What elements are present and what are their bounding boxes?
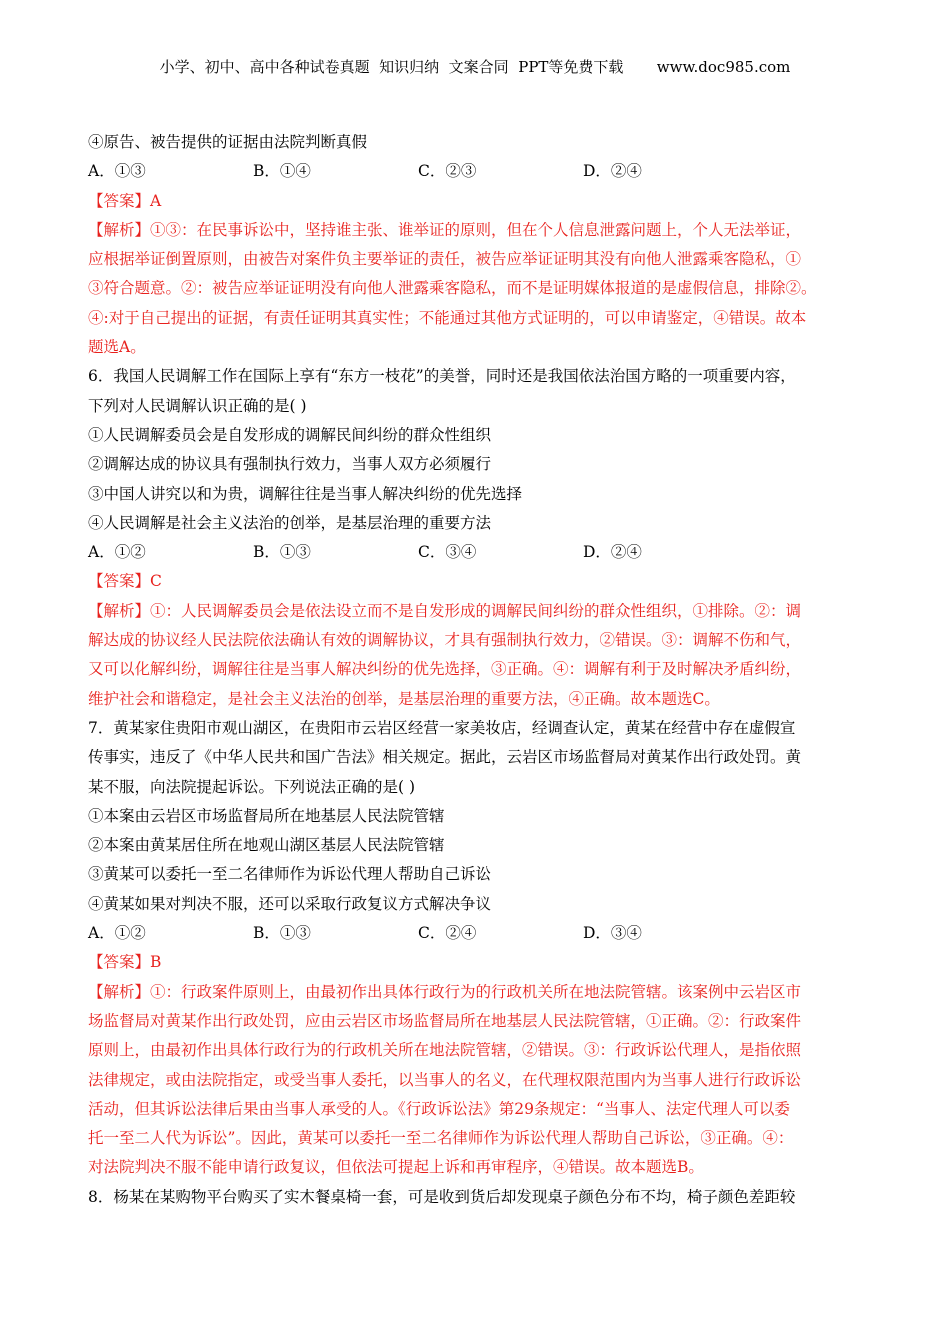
q7-item-1: ①本案由云岩区市场监督局所在地基层人民法院管辖 <box>88 806 445 825</box>
document-body <box>88 128 872 1212</box>
q5-option-a: A．①③ <box>88 162 146 181</box>
q7-analysis-line: 活动，但其诉讼法律后果由当事人承受的人。《行政诉讼法》第29条规定：“当事人、法定代理人可以委 <box>88 1099 790 1118</box>
q6-answer: 【答案】C <box>88 572 162 591</box>
q7-option-b: B．①③ <box>253 924 311 943</box>
q6-stem-line: 下列对人民调解认识正确的是( ) <box>88 396 307 415</box>
q6-analysis-line: 又可以化解纠纷，调解往往是当事人解决纠纷的优先选择，③正确。④：调解有利于及时解决矛盾纠纷， <box>88 660 802 679</box>
q6-options <box>88 538 872 567</box>
q7-analysis-line: 场监督局对黄某作出行政处罚，应由云岩区市场监督局所在地基层人民法院管辖，①正确。②：行政案件 <box>88 1011 802 1030</box>
q5-analysis-line: 题选A。 <box>88 338 146 357</box>
q5-analysis-line: 【解析】①③：在民事诉讼中，坚持谁主张、谁举证的原则，但在个人信息泄露问题上，个人无法举证， <box>88 220 802 239</box>
q6-option-b: B．①③ <box>253 543 311 562</box>
q6-stem-line: 6．我国人民调解工作在国际上享有“东方一枝花”的美誉，同时还是我国依法治国方略的一项重要内容， <box>88 367 796 386</box>
q7-analysis-line: 原则上，由最初作出具体行政行为的行政机关所在地法院管辖，②错误。③：行政诉讼代理人，是指依照 <box>88 1041 802 1060</box>
q7-option-c: C．②④ <box>418 924 477 943</box>
q7-option-a: A．①② <box>88 924 146 943</box>
q7-item-2: ②本案由黄某居住所在地观山湖区基层人民法院管辖 <box>88 836 445 855</box>
q6-option-c: C．③④ <box>418 543 477 562</box>
q6-analysis-line: 【解析】①：人民调解委员会是依法设立而不是自发形成的调解民间纠纷的群众性组织，①排除。②：调 <box>88 601 802 620</box>
q7-analysis-line: 托一至二人代为诉讼”。因此，黄某可以委托一至二名律师作为诉讼代理人帮助自己诉讼，③正确。④： <box>88 1129 794 1148</box>
q7-analysis-line: 对法院判决不服不能申请行政复议，但依法可提起上诉和再审程序，④错误。故本题选B。 <box>88 1158 704 1177</box>
q6-item-2: ②调解达成的协议具有强制执行效力，当事人双方必须履行 <box>88 455 492 474</box>
q6-option-a: A．①② <box>88 543 146 562</box>
q5-option-d: D．②④ <box>583 162 642 181</box>
q6-analysis-line: 维护社会和谐稳定，是社会主义法治的创举，是基层治理的重要方法，④正确。故本题选C。 <box>88 689 720 708</box>
q7-item-4: ④黄某如果对判决不服，还可以采取行政复议方式解决争议 <box>88 894 492 913</box>
q5-option-b: B．①④ <box>253 162 311 181</box>
q7-option-d: D．③④ <box>583 924 642 943</box>
q7-answer: 【答案】B <box>88 953 162 972</box>
q7-analysis-line: 法律规定，或由法院指定，或受当事人委托，以当事人的名义，在代理权限范围内为当事人进行行政诉讼 <box>88 1070 802 1089</box>
q7-stem-line: 7．黄某家住贵阳市观山湖区，在贵阳市云岩区经营一家美妆店，经调查认定，黄某在经营中存在虚假宣 <box>88 718 796 737</box>
q5-item-4: ④原告、被告提供的证据由法院判断真假 <box>88 133 368 151</box>
q5-analysis-line: ③符合题意。②：被告应举证证明没有向他人泄露乘客隐私，而不是证明媒体报道的是虚假信息，排除②。 <box>88 279 817 298</box>
q6-item-1: ①人民调解委员会是自发形成的调解民间纠纷的群众性组织 <box>88 425 492 444</box>
q7-options <box>88 919 872 948</box>
page-header: 小学、初中、高中各种试卷真题 知识归纳 文案合同 PPT等免费下载 www.doc985.com <box>159 58 791 76</box>
q5-options <box>88 157 872 186</box>
q7-analysis-line: 【解析】①：行政案件原则上，由最初作出具体行政行为的行政机关所在地法院管辖。该案例中云岩区市 <box>88 982 802 1001</box>
q6-analysis-line: 解达成的协议经人民法院依法确认有效的调解协议，才具有强制执行效力，②错误。③：调解不伤和气， <box>88 631 802 650</box>
q7-stem-line: 传事实，违反了《中华人民共和国广告法》相关规定。据此，云岩区市场监督局对黄某作出行政处罚。黄 <box>88 748 802 767</box>
q8-stem-line: 8．杨某在某购物平台购买了实木餐桌椅一套，可是收到货后却发现桌子颜色分布不均，椅子颜色差距较 <box>88 1187 796 1206</box>
q6-item-4: ④人民调解是社会主义法治的创举，是基层治理的重要方法 <box>88 513 492 532</box>
q7-item-3: ③黄某可以委托一至二名律师作为诉讼代理人帮助自己诉讼 <box>88 865 492 884</box>
q6-item-3: ③中国人讲究以和为贵，调解往往是当事人解决纠纷的优先选择 <box>88 484 523 503</box>
q7-stem-line: 某不服，向法院提起诉讼。下列说法正确的是( ) <box>88 777 416 796</box>
q5-option-c: C．②③ <box>418 162 477 181</box>
q5-analysis-line: 应根据举证倒置原则，由被告对案件负主要举证的责任，被告应举证证明其没有向他人泄露乘客隐私，① <box>88 250 802 269</box>
q6-option-d: D．②④ <box>583 543 642 562</box>
q5-analysis-line: ④:对于自己提出的证据，有责任证明其真实性；不能通过其他方式证明的，可以申请鉴定，④错误。故本 <box>88 308 807 327</box>
q5-answer: 【答案】A <box>88 191 162 210</box>
